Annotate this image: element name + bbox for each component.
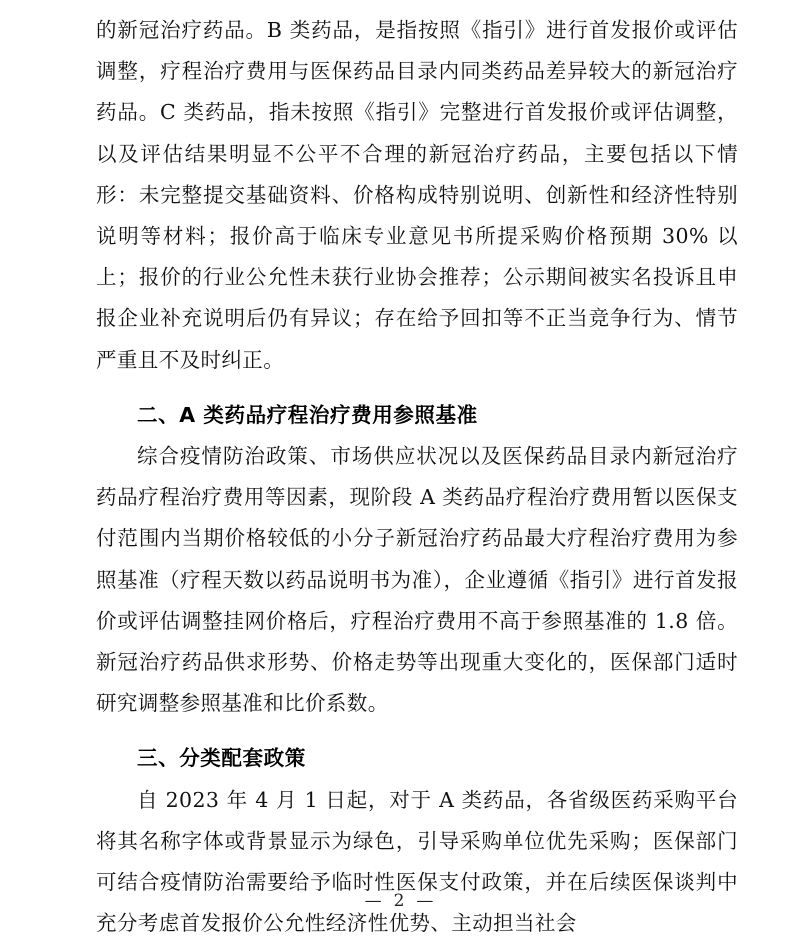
- footer-left-dash: —: [364, 891, 384, 911]
- paragraph-spacer: [96, 381, 738, 395]
- paragraph-continuation: 的新冠治疗药品。B 类药品，是指按照《指引》进行首发报价或评估调整，疗程治疗费用与医保药品目录内同类药品差异较大的新冠治疗药品。C 类药品，指未按照《指引》完整进行首发报价或评估调整，以及评估结果明显不公平不合理的新冠治疗药品，主要包括以下情形：未完整提交基础资料、价格构成特别说明、创新性和经济性特别说明等材料；报价高于临床专业意见书所提采购价格预期 30% 以上；报价的行业公允性未获行业协会推荐；公示期间被实名投诉且申报企业补充说明后仍有异议；存在给予回扣等不正当竞争行为、情节严重且不及时纠正。: [96, 18, 738, 372]
- section-heading-three: 三、分类配套政策: [137, 746, 306, 771]
- document-body: [96, 10, 738, 944]
- section-two-paragraph: 综合疫情防治政策、市场供应状况以及医保药品目录内新冠治疗药品疗程治疗费用等因素，现阶段 A 类药品疗程治疗费用暂以医保支付范围内当期价格较低的小分子新冠治疗药品最大疗程治疗费用为参照基准（疗程天数以药品说明书为准），企业遵循《指引》进行首发报价或评估调整挂网价格后，疗程治疗费用不高于参照基准的 1.8 倍。新冠治疗药品供求形势、价格走势等出现重大变化的，医保部门适时研究调整参照基准和比价系数。: [96, 444, 738, 716]
- section-heading-two: 二、A 类药品疗程治疗费用参照基准: [137, 402, 478, 427]
- section-spacer: [96, 724, 738, 738]
- footer-right-dash: —: [416, 891, 436, 911]
- page-number: 2: [393, 891, 407, 911]
- section-three-paragraph: 自 2023 年 4 月 1 日起，对于 A 类药品，各省级医药采购平台将其名称字体或背景显示为绿色，引导采购单位优先采购；医保部门可结合疫情防治需要给予临时性医保支付政策，并在后续医保谈判中充分考虑首发报价公允性经济性优势、主动担当社会: [96, 787, 738, 936]
- page-footer: [0, 891, 800, 911]
